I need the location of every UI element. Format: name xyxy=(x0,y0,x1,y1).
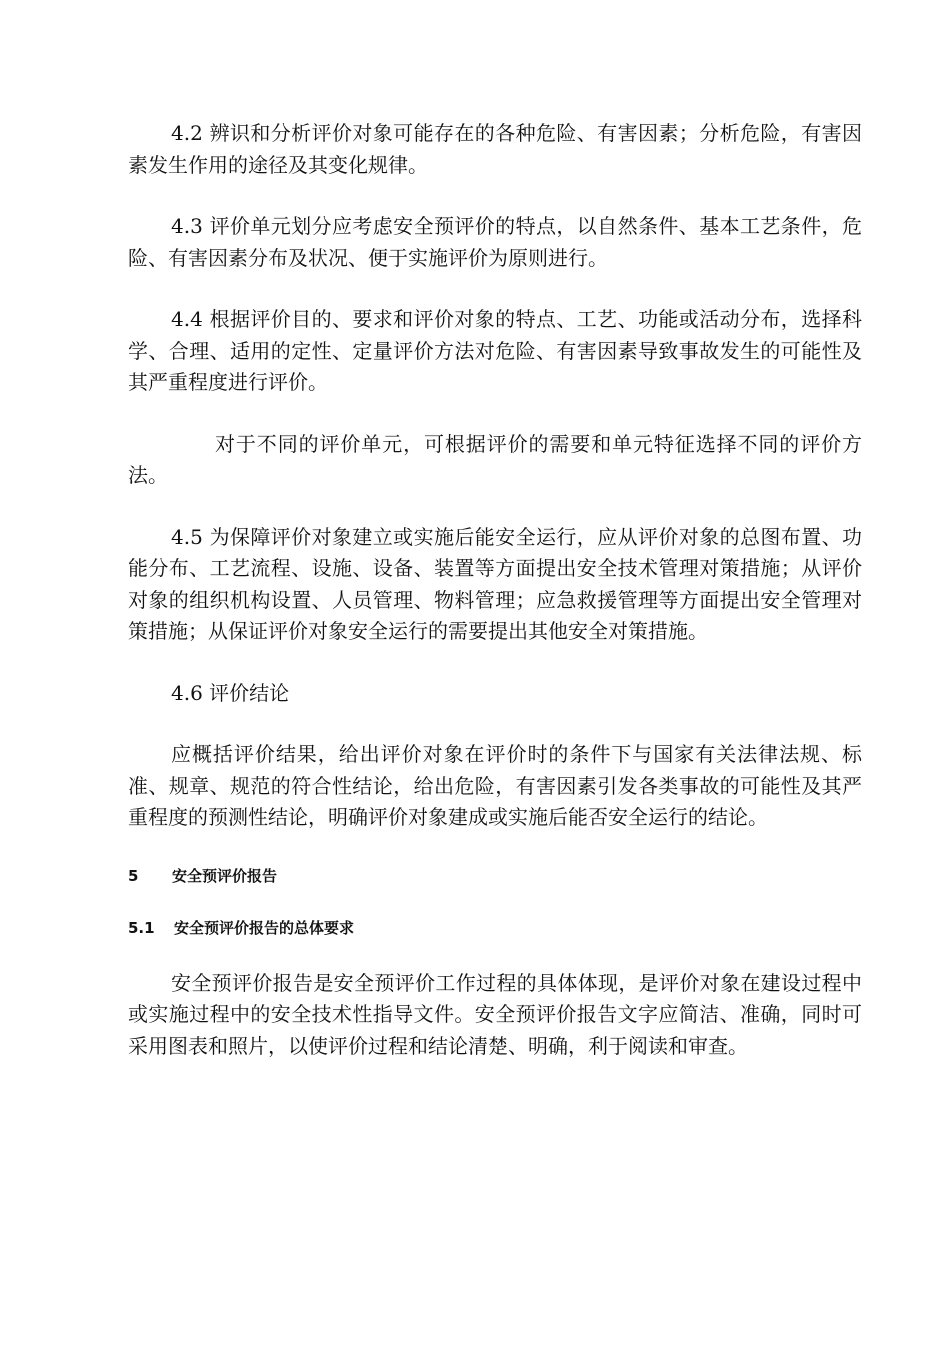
section-5-1-title: 安全预评价报告的总体要求 xyxy=(174,918,355,937)
section-5-1-heading xyxy=(128,916,862,940)
paragraph-4-6-title: 4.6 评价结论 xyxy=(171,680,290,705)
paragraph-5-1-body: 安全预评价报告是安全预评价工作过程的具体体现，是评价对象在建设过程中或实施过程中的安全技术性指导文件。安全预评价报告文字应简洁、准确，同时可采用图表和照片，以使评价过程和结论清楚、明确，利于阅读和审查。 xyxy=(128,970,862,1058)
document-page xyxy=(128,118,862,1062)
section-5-1-number: 5.1 xyxy=(128,918,155,937)
section-5-number: 5 xyxy=(128,866,139,885)
section-5-title: 安全预评价报告 xyxy=(172,866,278,885)
paragraph-4-6-body: 应概括评价结果，给出评价对象在评价时的条件下与国家有关法律法规、标准、规章、规范的符合性结论，给出危险，有害因素引发各类事故的可能性及其严重程度的预测性结论，明确评价对象建成或实施后能否安全运行的结论。 xyxy=(128,742,862,829)
paragraph-4-4-note: 对于不同的评价单元，可根据评价的需要和单元特征选择不同的评价方法。 xyxy=(128,431,862,487)
section-5-heading xyxy=(128,864,862,888)
paragraph-4-2: 4.2 辨识和分析评价对象可能存在的各种危险、有害因素；分析危险，有害因素发生作用的途径及其变化规律。 xyxy=(128,121,862,177)
paragraph-4-3: 4.3 评价单元划分应考虑安全预评价的特点，以自然条件、基本工艺条件，危险、有害因素分布及状况、便于实施评价为原则进行。 xyxy=(128,214,862,270)
paragraph-4-5: 4.5 为保障评价对象建立或实施后能安全运行，应从评价对象的总图布置、功能分布、工艺流程、设施、设备、装置等方面提出安全技术管理对策措施；从评价对象的组织机构设置、人员管理、物料管理；应急救援管理等方面提出安全管理对策措施；从保证评价对象安全运行的需要提出其他安全对策措施。 xyxy=(128,524,862,643)
paragraph-4-4: 4.4 根据评价目的、要求和评价对象的特点、工艺、功能或活动分布，选择科学、合理、适用的定性、定量评价方法对危险、有害因素导致事故发生的可能性及其严重程度进行评价。 xyxy=(128,307,862,394)
